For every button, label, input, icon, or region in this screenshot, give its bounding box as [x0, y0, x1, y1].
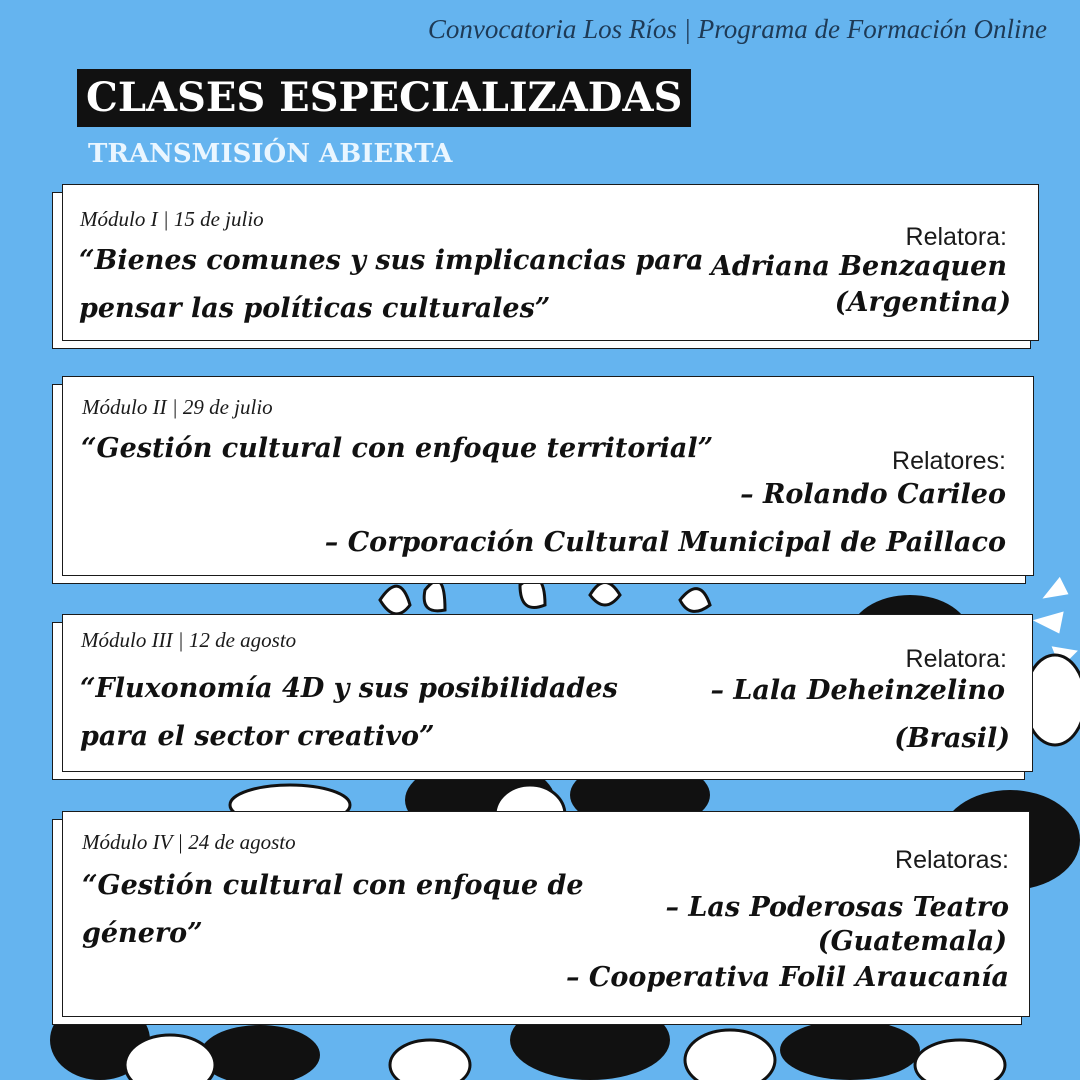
- page-subtitle: TRANSMISIÓN ABIERTA: [88, 139, 453, 169]
- module-card-4: [62, 811, 1030, 1017]
- speaker-line: (Argentina): [834, 287, 1011, 318]
- talk-title-line: “Gestión cultural con enfoque de: [82, 870, 584, 901]
- module-date: Módulo I | 15 de julio: [80, 207, 264, 231]
- talk-title-line: “Fluxonomía 4D y sus posibilidades: [80, 673, 618, 704]
- speaker-line: – Cooperativa Folil Araucanía: [566, 962, 1009, 993]
- speaker-role: Relatora:: [905, 645, 1007, 673]
- page-title: CLASES ESPECIALIZADAS: [77, 69, 691, 127]
- talk-title-line: “Gestión cultural con enfoque territorial”: [81, 433, 714, 464]
- speaker-line: (Brasil): [894, 723, 1010, 754]
- talk-title-line: pensar las políticas culturales”: [79, 293, 551, 324]
- card-body: [62, 184, 1039, 341]
- card-body: [62, 614, 1033, 772]
- speaker-line: – Lala Deheinzelino: [710, 675, 1005, 706]
- talk-title-line: para el sector creativo”: [80, 721, 435, 752]
- speaker-line: – Las Poderosas Teatro: [665, 892, 1009, 923]
- card-body: [62, 811, 1030, 1017]
- talk-title-line: género”: [82, 918, 203, 949]
- card-body: [62, 376, 1034, 576]
- module-card-2: [62, 376, 1034, 576]
- module-card-3: [62, 614, 1033, 772]
- speaker-line: – Adriana Benzaquen: [687, 251, 1007, 282]
- talk-title-line: “Bienes comunes y sus implicancias para: [79, 245, 704, 276]
- module-date: Módulo IV | 24 de agosto: [82, 830, 296, 854]
- speaker-line: – Corporación Cultural Municipal de Paillaco: [324, 527, 1006, 558]
- module-date: Módulo II | 29 de julio: [82, 395, 273, 419]
- speaker-role: Relatores:: [892, 447, 1006, 475]
- speaker-line: (Guatemala): [817, 926, 1007, 957]
- module-date: Módulo III | 12 de agosto: [81, 628, 297, 652]
- program-label: Convocatoria Los Ríos | Programa de Formación Online: [427, 14, 1047, 44]
- speaker-role: Relatoras:: [895, 846, 1009, 874]
- module-card-1: [62, 184, 1039, 341]
- speaker-role: Relatora:: [905, 223, 1007, 251]
- speaker-line: – Rolando Carileo: [740, 479, 1006, 510]
